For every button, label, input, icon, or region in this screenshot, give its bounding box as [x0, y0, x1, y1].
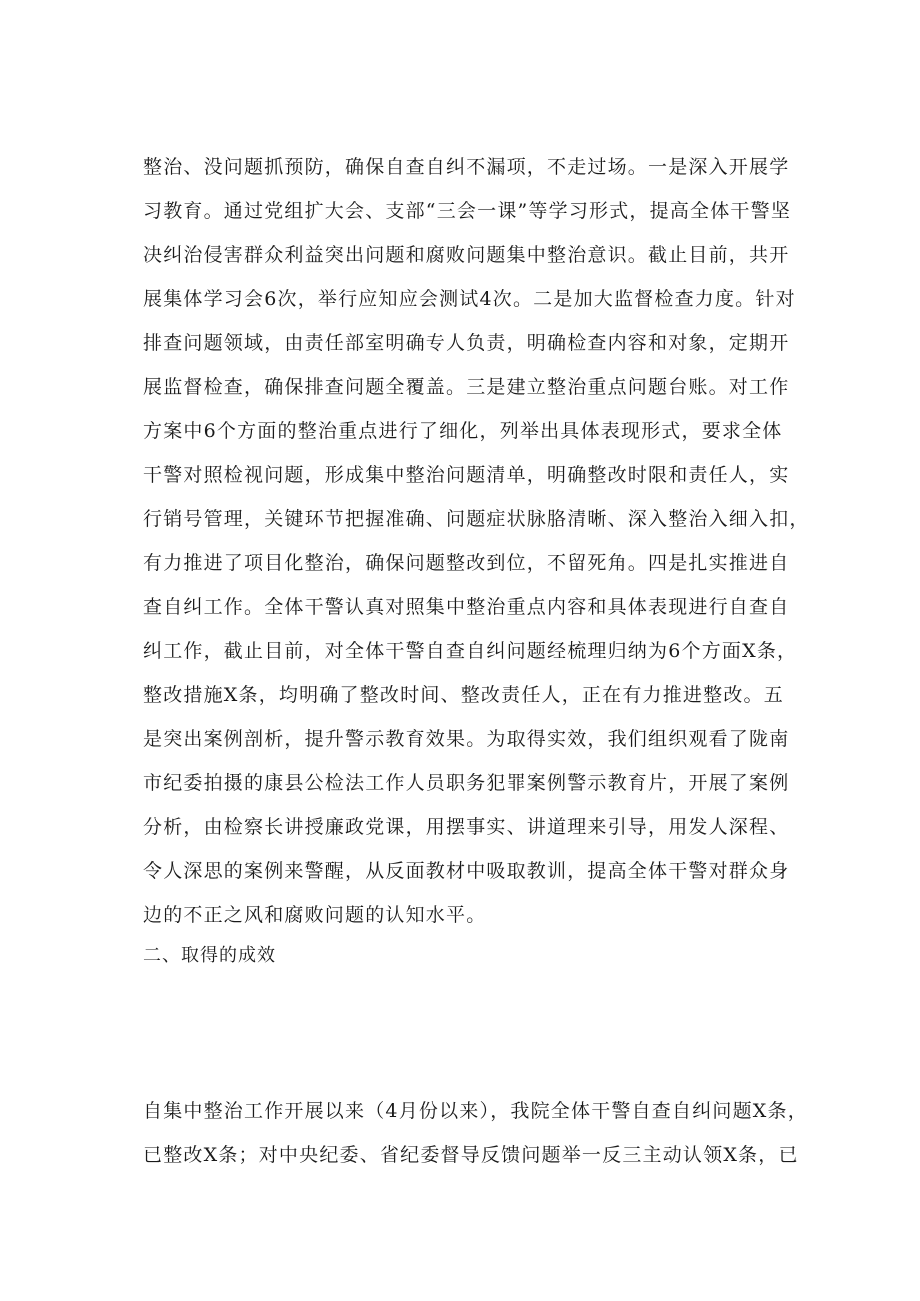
body-text-line: 排查问题领域，由责任部室明确专人负责，明确检查内容和对象，定期开	[143, 332, 790, 354]
body-text-line: 分析，由检察长讲授廉政党课，用摆事实、讲道理来引导，用发人深程、	[143, 816, 790, 838]
body-text-line: 已整改X条；对中央纪委、省纪委督导反馈问题举一反三主动认领X条，已	[143, 1144, 799, 1166]
body-text-line: 查自纠工作。全体干警认真对照集中整治重点内容和具体表现进行自查自	[143, 596, 790, 618]
body-text-line: 方案中6个方面的整治重点进行了细化，列举出具体表现形式，要求全体	[143, 420, 783, 442]
body-text-line: 市纪委拍摄的康县公检法工作人员职务犯罪案例警示教育片，开展了案例	[143, 772, 790, 794]
body-text-line: 整治、没问题抓预防，确保自查自纠不漏项，不走过场。一是深入开展学	[143, 156, 790, 178]
body-text-line: 边的不正之风和腐败问题的认知水平。	[143, 904, 487, 926]
body-text-line: 令人深思的案例来警醒，从反面教材中吸取教训，提高全体干警对群众身	[143, 860, 790, 882]
body-text-line: 自集中整治工作开展以来（4月份以来），我院全体干警自查自纠问题X条，	[143, 1100, 808, 1122]
body-text-line: 决纠治侵害群众利益突出问题和腐败问题集中整治意识。截止目前，共开	[143, 244, 790, 266]
body-text-line: 干警对照检视问题，形成集中整治问题清单，明确整改时限和责任人，实	[143, 464, 790, 486]
body-text-line: 展集体学习会6次，举行应知应会测试4次。二是加大监督检查力度。针对	[143, 288, 796, 310]
body-text-line: 纠工作，截止目前，对全体干警自查自纠问题经梳理归纳为6个方面X条，	[143, 640, 798, 662]
body-text-line: 展监督检查，确保排查问题全覆盖。三是建立整治重点问题台账。对工作	[143, 376, 790, 398]
section-heading: 二、取得的成效	[143, 945, 276, 966]
body-text-line: 整改措施X条，均明确了整改时间、整改责任人，正在有力推进整改。五	[143, 684, 784, 706]
body-text-line: 是突出案例剖析，提升警示教育效果。为取得实效，我们组织观看了陇南	[143, 728, 790, 750]
body-text-line: 有力推进了项目化整治，确保问题整改到位，不留死角。四是扎实推进自	[143, 552, 790, 574]
body-text-line: 行销号管理，关键环节把握准确、问题症状脉胳清晰、深入整治入细入扣，	[143, 508, 810, 530]
body-text-line: 习教育。通过党组扩大会、支部“三会一课”等学习形式，提高全体干警坚	[143, 200, 792, 222]
